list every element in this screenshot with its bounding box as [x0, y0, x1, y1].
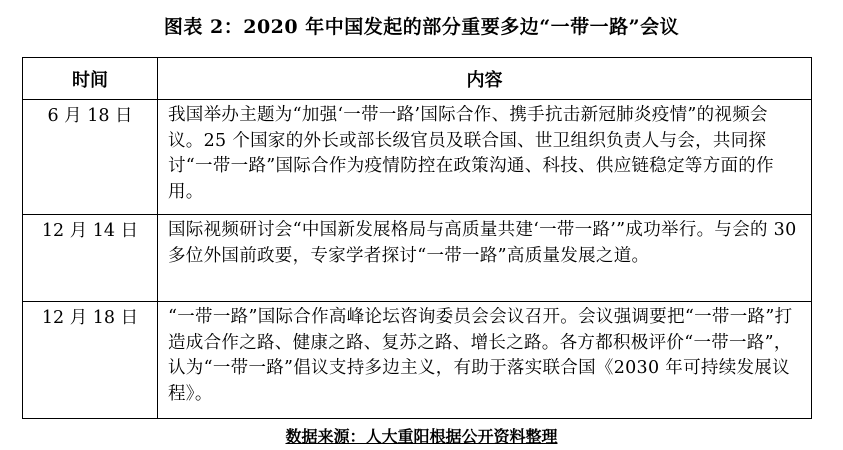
- row-content: 国际视频研讨会“中国新发展格局与高质量共建‘一带一路’”成功举行。与会的 30 多位外国前政要，专家学者探讨“一带一路”高质量发展之道。: [158, 215, 812, 302]
- row-date: 12 月 18 日: [23, 302, 158, 419]
- table-row: [23, 215, 812, 302]
- table-header-row: [23, 58, 812, 100]
- data-source-note: 数据来源：人大重阳根据公开资料整理: [285, 427, 558, 446]
- row-content: 我国举办主题为“加强‘一带一路’国际合作、携手抗击新冠肺炎疫情”的视频会议。25 个国家的外长或部长级官员及联合国、世卫组织负责人与会，共同探讨“一带一路”国际合作为疫情防控在政策沟通、科技、供应链稳定等方面的作用。: [158, 100, 812, 215]
- table-row: [23, 302, 812, 419]
- header-content: 内容: [158, 58, 812, 100]
- events-table: [22, 57, 812, 419]
- table-caption: 图表 2：2020 年中国发起的部分重要多边“一带一路”会议: [163, 16, 680, 38]
- table-row: [23, 100, 812, 215]
- row-date: 6 月 18 日: [23, 100, 158, 215]
- row-date: 12 月 14 日: [23, 215, 158, 302]
- header-time: 时间: [23, 58, 158, 100]
- row-content: “一带一路”国际合作高峰论坛咨询委员会会议召开。会议强调要把“一带一路”打造成合作之路、健康之路、复苏之路、增长之路。各方都积极评价“一带一路”，认为“一带一路”倡议支持多边主义，有助于落实联合国《2030 年可持续发展议程》。: [158, 302, 812, 419]
